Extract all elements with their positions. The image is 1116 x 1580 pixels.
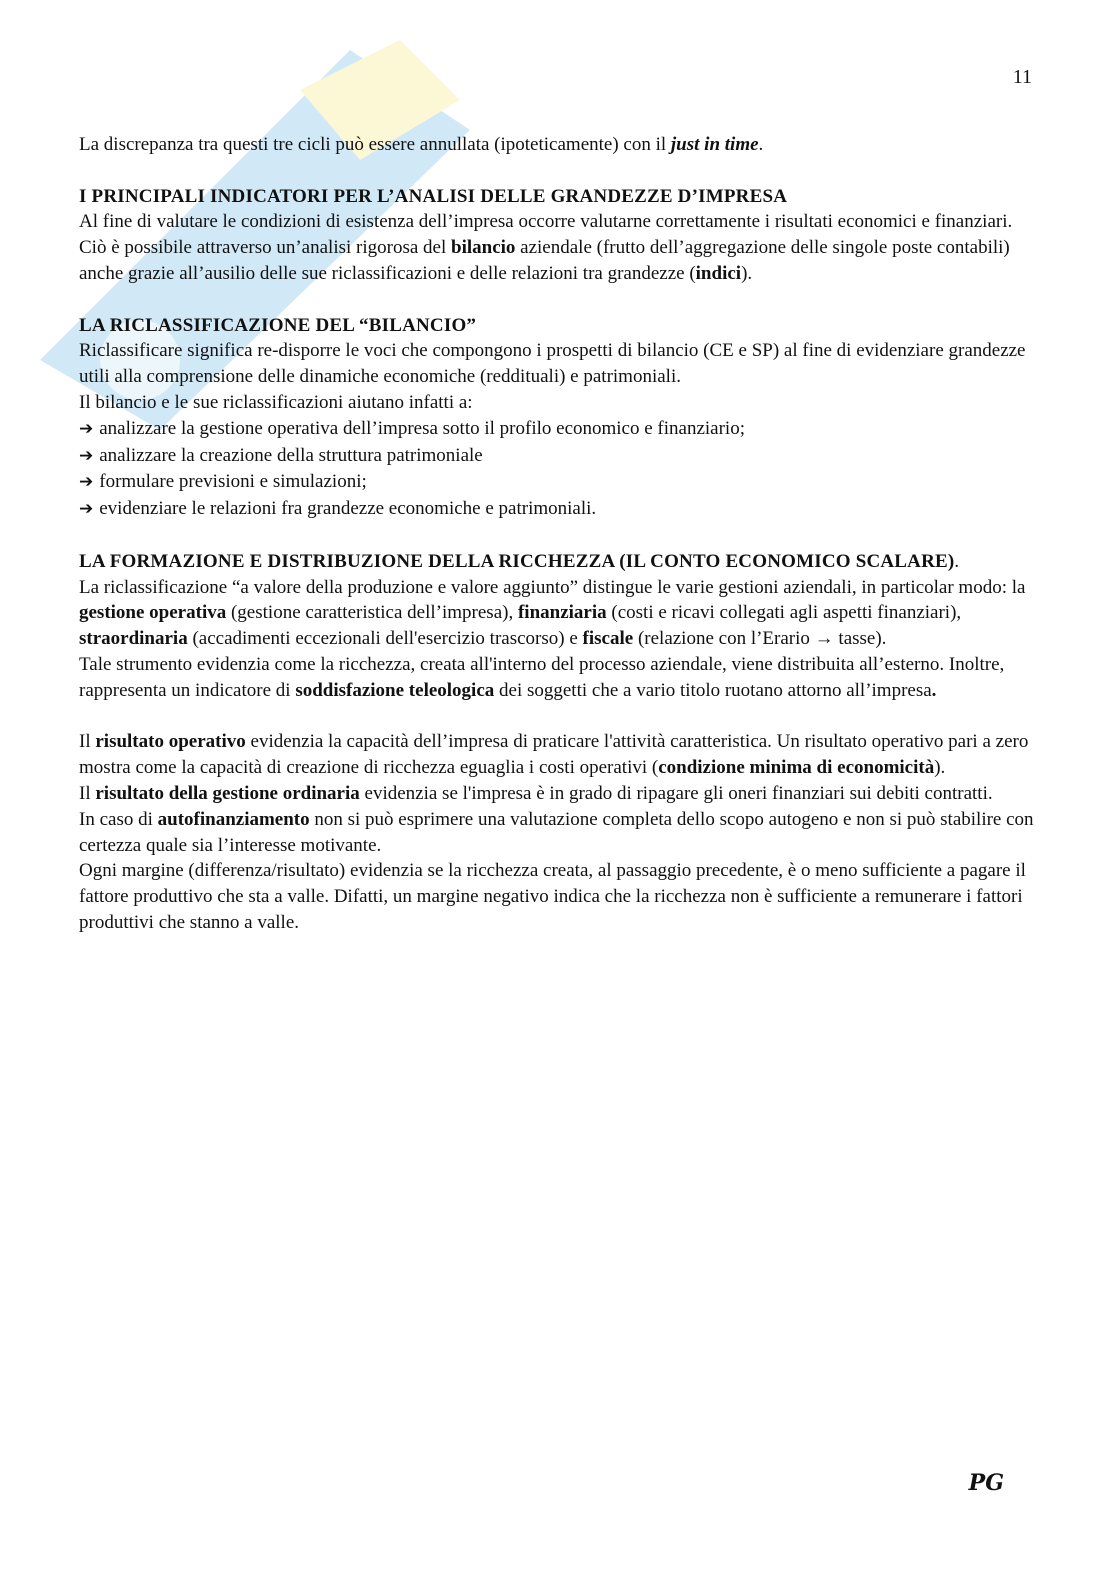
arrow-bullet-icon: ➔ xyxy=(79,445,94,466)
list-item-text: evidenziare le relazioni fra grandezze economiche e patrimoniali. xyxy=(99,498,597,520)
text-run: dei soggetti che a vario titolo ruotano attorno all’impresa xyxy=(494,679,932,701)
arrow-bullet-icon: ➔ xyxy=(79,472,94,493)
bold-term: risultato operativo xyxy=(95,731,246,753)
text-run: non si può esprimere una valutazione completa dello scopo autogeno e non si può stabilire con certezza quale sia l’interesse motivante. xyxy=(79,808,1034,856)
text-run: La riclassificazione “a valore della produzione e valore aggiunto” distingue le varie gestioni aziendali, in particolar modo: la xyxy=(79,576,1026,598)
bold-term: gestione operativa xyxy=(79,602,227,624)
paragraph-strumento xyxy=(79,652,1034,704)
paragraph-risultato-operativo xyxy=(79,729,1034,781)
text-run: Al fine di valutare le condizioni di esistenza dell’impresa occorre valutarne correttamente i risultati economici e finanziari. Ciò è possibile attraverso un’analisi rigorosa del xyxy=(79,211,1013,259)
bold-term: condizione minima di economicità xyxy=(658,757,935,779)
bold-term: autofinanziamento xyxy=(157,808,310,830)
paragraph-indicatori xyxy=(79,209,1034,286)
text-run: . xyxy=(758,134,764,155)
paragraph-autofinanziamento xyxy=(79,807,1034,859)
list-item-text: formulare previsioni e simulazioni; xyxy=(99,471,367,493)
text-run: (gestione caratteristica dell’impresa), xyxy=(226,602,518,624)
paragraph-gestione-ordinaria xyxy=(79,781,1034,807)
list-item xyxy=(79,469,1034,496)
bold-term: finanziaria xyxy=(517,602,607,624)
text-run: (relazione con l’Erario → tasse). xyxy=(633,628,887,650)
text-run: La discrepanza tra questi tre cicli può essere annullata (ipoteticamente) con il xyxy=(79,134,671,155)
arrow-bullet-icon: ➔ xyxy=(79,499,94,520)
author-signature: PG xyxy=(968,1470,1004,1496)
bold-term: fiscale xyxy=(582,628,634,650)
list-item xyxy=(79,496,1034,523)
text-run: aziendale (frutto dell’aggregazione delle singole poste contabili) anche grazie all’ausilio delle sue riclassificazioni e delle relazioni tra grandezze ( xyxy=(79,237,1010,284)
text-run: Il xyxy=(79,731,96,753)
list-item-text: analizzare la gestione operativa dell’impresa sotto il profilo economico e finanziario; xyxy=(99,417,745,439)
text-run: (accadimenti eccezionali dell'esercizio trascorso) e xyxy=(187,628,583,650)
arrow-bullet-icon: ➔ xyxy=(79,418,94,439)
emphasis-just-in-time: just in time xyxy=(670,134,759,155)
bold-term: bilancio xyxy=(451,237,516,259)
bold-term: soddisfazione teleologica xyxy=(295,679,495,701)
paragraph-margine: Ogni margine (differenza/risultato) evidenzia se la ricchezza creata, al passaggio precedente, è o meno sufficiente a pagare il fattore produttivo che sta a valle. Difatti, un margine negativo indica che la ricchezza non è sufficiente a remunerare i fattori produttivi che stanno a valle. xyxy=(79,860,1026,933)
section-heading-riclassificazione: LA RICLASSIFICAZIONE DEL “BILANCIO” xyxy=(79,314,477,336)
paragraph-riclassificazione: Riclassificare significa re-disporre le voci che compongono i prospetti di bilancio (CE e SP) al fine di evidenziare grandezze utili alla comprensione delle dinamiche economiche (reddituali) e patrimoniali. xyxy=(79,340,1026,388)
paragraph-bilancio-aiuta: Il bilancio e le sue riclassificazioni aiutano infatti a: xyxy=(79,391,473,413)
bold-term: . xyxy=(931,679,937,701)
paragraph-gestioni xyxy=(79,575,1034,652)
text-run: (costi e ricavi collegati agli aspetti finanziari), xyxy=(606,602,962,624)
text-run: Il xyxy=(79,782,96,804)
text-run: . xyxy=(954,550,960,572)
heading-text: LA FORMAZIONE E DISTRIBUZIONE DELLA RICCHEZZA (IL CONTO ECONOMICO SCALARE) xyxy=(79,550,955,572)
section-heading-ricchezza xyxy=(79,549,1034,575)
text-run: In caso di xyxy=(79,808,158,830)
text-run: ). xyxy=(741,262,753,284)
section-heading-indicatori: I PRINCIPALI INDICATORI PER L’ANALISI DELLE GRANDEZZE D’IMPRESA xyxy=(79,185,788,207)
list-item xyxy=(79,416,1034,443)
list-item-text: analizzare la creazione della struttura patrimoniale xyxy=(99,444,483,466)
list-item xyxy=(79,443,1034,470)
document-body xyxy=(79,132,1034,936)
text-run: evidenzia la capacità dell’impresa di praticare l'attività caratteristica. Un risultato operativo pari a zero mostra come la capacità di creazione di ricchezza eguaglia i costi operativi ( xyxy=(79,731,1029,779)
page-number: 11 xyxy=(1012,66,1032,88)
text-run: evidenzia se l'impresa è in grado di ripagare gli oneri finanziari sui debiti contratti. xyxy=(359,782,993,804)
text-run: ). xyxy=(934,757,946,779)
intro-paragraph xyxy=(79,132,1034,158)
text-run: Tale strumento evidenzia come la ricchezza, creata all'interno del processo aziendale, viene distribuita all’esterno. Inoltre, rappresenta un indicatore di xyxy=(79,653,1005,701)
bold-term: indici xyxy=(695,262,742,284)
bold-term: risultato della gestione ordinaria xyxy=(95,782,360,804)
bold-term: straordinaria xyxy=(79,628,188,650)
